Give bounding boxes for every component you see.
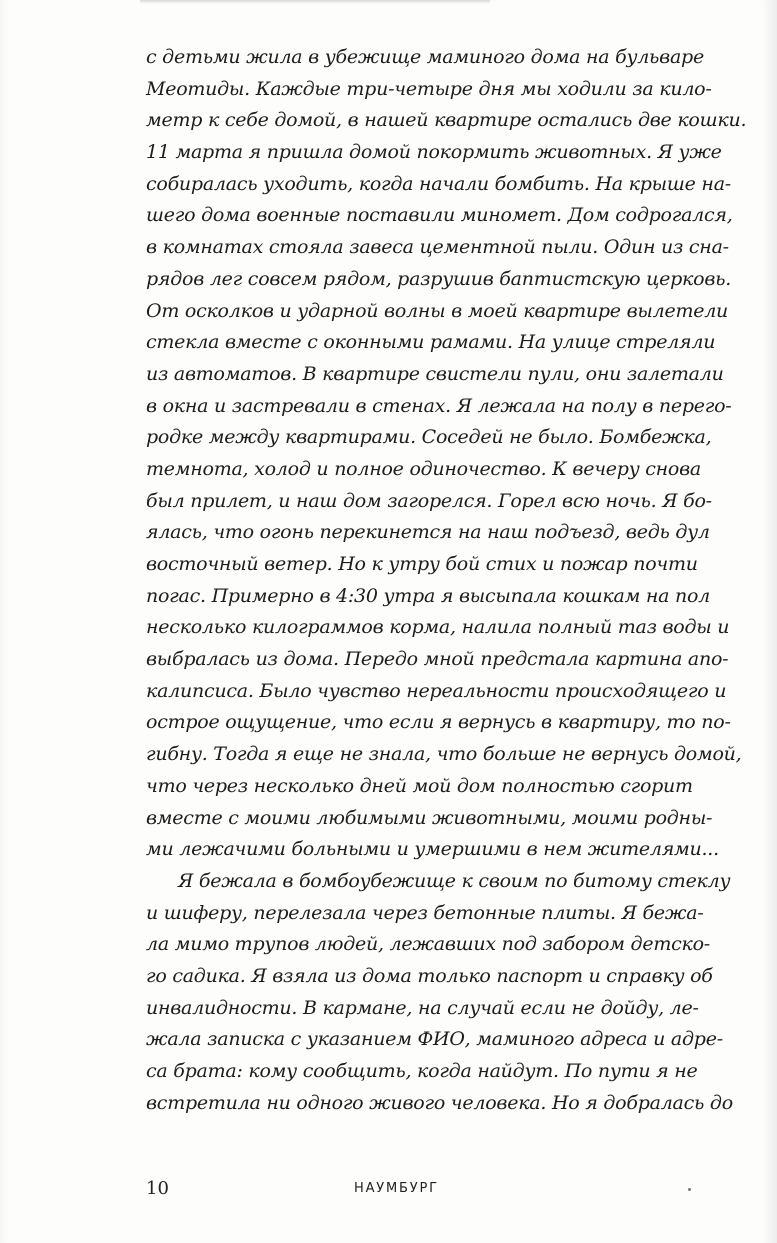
- text-line: Меотиды. Каждые три-четыре дня мы ходили за кило-: [146, 77, 712, 100]
- text-line: От осколков и ударной волны в моей квартире вылетели: [146, 299, 729, 322]
- running-head: НАУМБУРГ: [354, 1181, 439, 1196]
- text-line: вместе с моими любимыми животными, моими родны-: [146, 806, 713, 829]
- paragraph: [146, 42, 747, 866]
- text-line: и шиферу, перелезала через бетонные плиты. Я бежа-: [146, 901, 704, 924]
- text-line: Я бежала в бомбоубежище к своим по битому стеклу: [178, 869, 731, 892]
- text-line: в окна и застревали в стенах. Я лежала на полу в перего-: [146, 394, 732, 417]
- text-line: что через несколько дней мой дом полностью сгорит: [146, 774, 693, 797]
- page-number: 10: [146, 1178, 169, 1199]
- text-line: инвалидности. В кармане, на случай если не дойду, ле-: [146, 996, 699, 1019]
- text-line: выбралась из дома. Передо мной предстала картина апо-: [146, 648, 729, 671]
- text-line: ла мимо трупов людей, лежавших под забором детско-: [146, 933, 710, 956]
- text-line: с детьми жила в убежище маминого дома на бульваре: [146, 46, 704, 68]
- text-line: собиралась уходить, когда начали бомбить. На крыше на-: [146, 172, 731, 195]
- text-line: го садика. Я взяла из дома только паспорт и справку об: [146, 964, 713, 987]
- text-line: ми лежачими больными и умершими в нем жителями...: [146, 838, 719, 861]
- text-line: шего дома военные поставили миномет. Дом содрогался,: [146, 204, 733, 227]
- page-right-shadow: [763, 0, 777, 1243]
- text-line: стекла вместе с оконными рамами. На улице стреляли: [146, 331, 716, 354]
- text-line: восточный ветер. Но к утру бой стих и пожар почти: [146, 553, 698, 575]
- text-line: погас. Примерно в 4:30 утра я высыпала кошкам на пол: [146, 584, 711, 607]
- body-text: [146, 42, 747, 1119]
- text-line: был прилет, и наш дом загорелся. Горел всю ночь. Я бо-: [146, 489, 712, 512]
- text-line: рядов лег совсем рядом, разрушив баптистскую церковь.: [146, 267, 732, 290]
- paper-speck: [688, 1188, 691, 1191]
- text-line: темнота, холод и полное одиночество. К вечеру снова: [146, 457, 701, 480]
- paragraph: [146, 866, 733, 1120]
- text-line: метр к себе домой, в нашей квартире остались две кошки.: [146, 109, 747, 132]
- page-top-shadow: [140, 0, 490, 4]
- text-line: са брата: кому сообщить, когда найдут. По пути я не: [146, 1060, 698, 1082]
- text-line: ялась, что огонь перекинется на наш подъезд, ведь дул: [146, 521, 710, 544]
- text-line: в комнатах стояла завеса цементной пыли. Один из сна-: [146, 236, 729, 259]
- text-line: острое ощущение, что если я вернусь в квартиру, то по-: [146, 711, 731, 734]
- text-line: встретила ни одного живого человека. Но я добралась до: [146, 1091, 733, 1114]
- text-line: из автоматов. В квартире свистели пули, они залетали: [146, 362, 724, 385]
- text-line: гибну. Тогда я еще не знала, что больше не вернусь домой,: [146, 743, 742, 766]
- text-line: 11 марта я пришла домой покормить животных. Я уже: [146, 141, 722, 164]
- text-line: родке между квартирами. Соседей не было. Бомбежка,: [146, 426, 712, 449]
- text-line: калипсиса. Было чувство нереальности происходящего и: [146, 679, 727, 702]
- text-line: жала записка с указанием ФИО, маминого адреса и адре-: [146, 1028, 723, 1051]
- text-line: несколько килограммов корма, налила полный таз воды и: [146, 616, 730, 639]
